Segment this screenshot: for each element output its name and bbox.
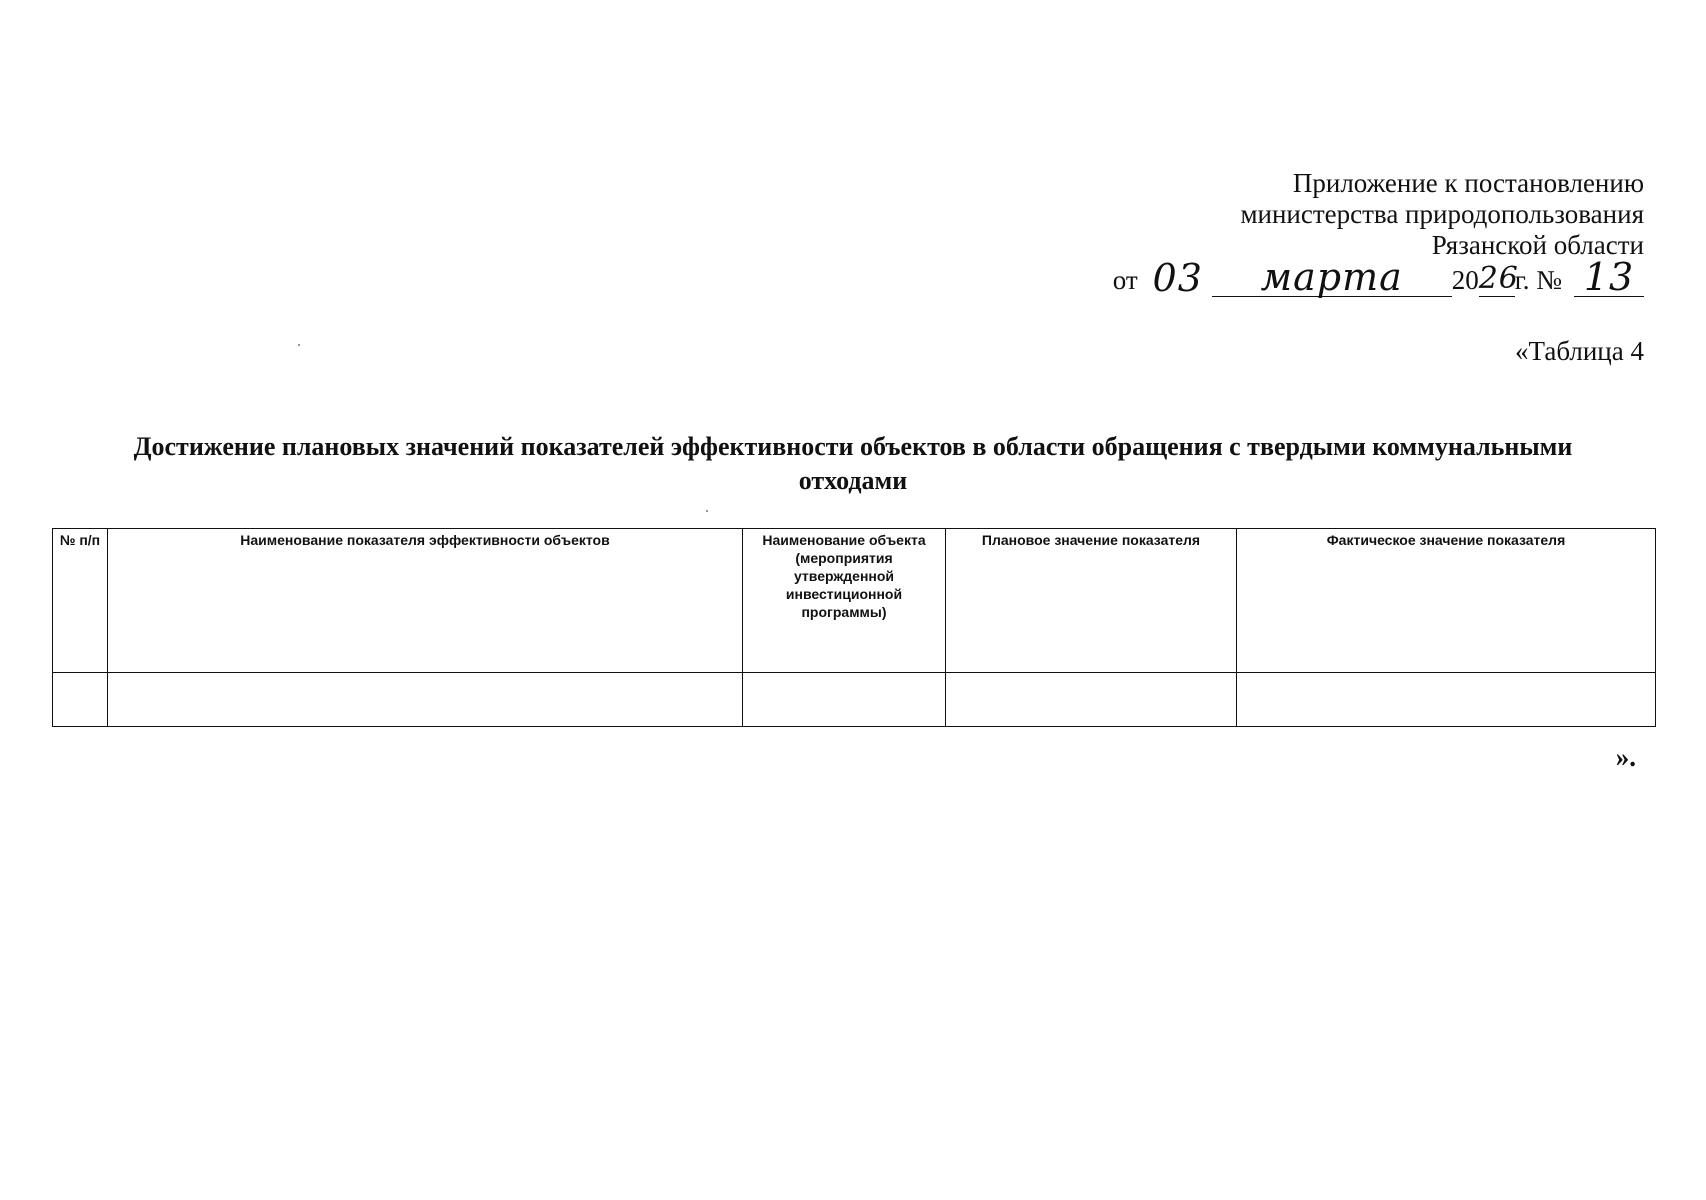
appendix-line-3: Рязанской области bbox=[1431, 230, 1644, 260]
column-header-planned-value: Плановое значение показателя bbox=[946, 529, 1237, 673]
resolution-date-line bbox=[1112, 255, 1644, 300]
date-day-handwritten: 03 bbox=[1152, 256, 1203, 300]
column-header-number: № п/п bbox=[53, 529, 108, 673]
date-month-handwritten: марта bbox=[1260, 255, 1403, 299]
appendix-line-2: министерства природопользования bbox=[1240, 199, 1644, 229]
table-header-row bbox=[53, 529, 1656, 673]
table-cell bbox=[108, 673, 743, 727]
table-cell bbox=[743, 673, 946, 727]
table-cell bbox=[53, 673, 108, 727]
table-cell bbox=[946, 673, 1237, 727]
scan-speck bbox=[706, 510, 708, 512]
date-year-handwritten: 26 bbox=[1478, 261, 1519, 296]
date-number-label: г. № bbox=[1514, 265, 1562, 295]
column-header-actual-value: Фактическое значение показателя bbox=[1237, 529, 1656, 673]
table-caption: «Таблица 4 bbox=[1515, 336, 1644, 366]
document-title: Достижение плановых значений показателей эффективности объектов в области обращения с твердыми коммунальными отходами bbox=[133, 432, 1573, 495]
column-header-object: Наименование объекта (мероприятия утвержденной инвестиционной программы) bbox=[743, 529, 946, 673]
column-header-indicator: Наименование показателя эффективности объектов bbox=[108, 529, 743, 673]
appendix-header bbox=[1240, 168, 1644, 261]
closing-quote: ». bbox=[1615, 742, 1636, 772]
appendix-line-1: Приложение к постановлению bbox=[1292, 168, 1644, 198]
date-year-prefix: 20 bbox=[1451, 265, 1479, 295]
indicators-table bbox=[52, 528, 1656, 727]
table-row bbox=[53, 673, 1656, 727]
date-prefix: от bbox=[1112, 265, 1138, 295]
scan-speck bbox=[298, 344, 300, 346]
resolution-number-handwritten: 13 bbox=[1583, 255, 1635, 299]
table-cell bbox=[1237, 673, 1656, 727]
